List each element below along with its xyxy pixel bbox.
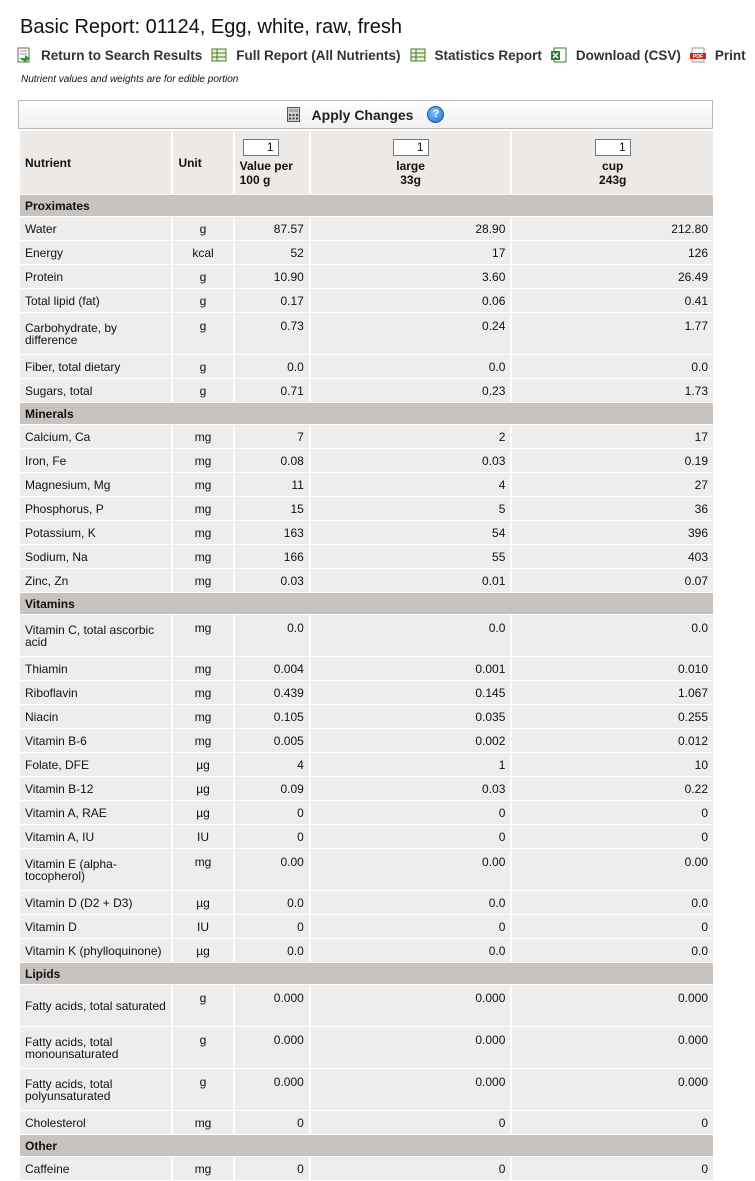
value-large: 0 <box>311 1111 511 1134</box>
table-row <box>20 497 713 520</box>
table-row <box>20 985 713 1026</box>
unit-cell: mg <box>173 473 232 496</box>
unit-cell: g <box>173 985 232 1026</box>
value-per-100g: 0.0 <box>235 939 309 962</box>
value-cup: 0 <box>512 801 713 824</box>
unit-cell: mg <box>173 545 232 568</box>
value-per-100g: 0 <box>235 1157 309 1180</box>
value-per-100g: 0.000 <box>235 1069 309 1110</box>
value-per-100g: 0.0 <box>235 891 309 914</box>
nutrient-name: Sugars, total <box>20 379 171 402</box>
value-per-100g: 0 <box>235 825 309 848</box>
value-cup: 0.00 <box>512 849 713 890</box>
unit-cell: mg <box>173 1111 232 1134</box>
value-large: 0.23 <box>311 379 511 402</box>
nutrient-name: Water <box>20 217 171 240</box>
value-per-100g: 0 <box>235 915 309 938</box>
unit-cell: mg <box>173 849 232 890</box>
calculator-icon <box>287 107 300 122</box>
unit-cell: µg <box>173 801 232 824</box>
value-per-100g: 166 <box>235 545 309 568</box>
nutrient-name: Vitamin B-12 <box>20 777 171 800</box>
cup-column-header: 1 cup 243g <box>512 131 713 194</box>
value-cup: 0.000 <box>512 1027 713 1068</box>
section-header-row <box>20 593 713 614</box>
section-title: Other <box>20 1135 713 1156</box>
nutrient-name: Thiamin <box>20 657 171 680</box>
nutrient-table-body <box>20 195 713 1180</box>
unit-cell: g <box>173 289 232 312</box>
section-header-row <box>20 1135 713 1156</box>
value-per-100g: 87.57 <box>235 217 309 240</box>
table-header-row <box>20 131 713 194</box>
apply-changes-bar <box>18 100 713 129</box>
unit-cell: mg <box>173 615 232 656</box>
unit-cell: µg <box>173 753 232 776</box>
table-row <box>20 355 713 378</box>
table-row <box>20 425 713 448</box>
nutrient-name: Folate, DFE <box>20 753 171 776</box>
page-title: Basic Report: 01124, Egg, white, raw, fresh <box>20 16 403 38</box>
unit-cell: µg <box>173 891 232 914</box>
table-row <box>20 615 713 656</box>
table-row <box>20 313 713 354</box>
nutrient-name: Calcium, Ca <box>20 425 171 448</box>
value-per-100g: 0.08 <box>235 449 309 472</box>
nutrient-name: Carbohydrate, by difference <box>20 313 171 354</box>
nutrient-name: Magnesium, Mg <box>20 473 171 496</box>
value-cup: 0.0 <box>512 355 713 378</box>
edible-portion-note: Nutrient values and weights are for edible portion <box>21 74 239 85</box>
full-report-link[interactable]: Full Report (All Nutrients) <box>211 47 400 63</box>
report-icon <box>211 47 227 63</box>
value-cup: 0 <box>512 1111 713 1134</box>
value-cup: 1.77 <box>512 313 713 354</box>
value-per-100g: 0.005 <box>235 729 309 752</box>
table-row <box>20 1027 713 1068</box>
report-icon <box>410 47 426 63</box>
table-row <box>20 1111 713 1134</box>
nutrient-name: Vitamin B-6 <box>20 729 171 752</box>
section-title: Vitamins <box>20 593 713 614</box>
value-large: 0 <box>311 801 511 824</box>
value-large: 0 <box>311 825 511 848</box>
value-per-100g: 0.439 <box>235 681 309 704</box>
table-row <box>20 825 713 848</box>
value-per-100g: 0.0 <box>235 615 309 656</box>
download-csv-link[interactable]: Download (CSV) <box>551 47 681 63</box>
value-cup: 27 <box>512 473 713 496</box>
nutrient-name: Vitamin C, total ascorbic acid <box>20 615 171 656</box>
value-cup: 1.73 <box>512 379 713 402</box>
table-row <box>20 1069 713 1110</box>
return-icon <box>16 47 32 63</box>
value-cup: 0.0 <box>512 615 713 656</box>
value-large: 0.06 <box>311 289 511 312</box>
table-row <box>20 473 713 496</box>
table-row <box>20 521 713 544</box>
nutrient-name: Fatty acids, total monounsaturated <box>20 1027 171 1068</box>
nutrient-name: Fatty acids, total polyunsaturated <box>20 1069 171 1110</box>
unit-cell: g <box>173 1027 232 1068</box>
apply-changes-button[interactable]: Apply Changes <box>311 106 414 123</box>
large-column-header: 1 large 33g <box>311 131 511 194</box>
unit-cell: mg <box>173 729 232 752</box>
value-large: 0.000 <box>311 1069 511 1110</box>
value-large: 0.24 <box>311 313 511 354</box>
value-per-100g: 7 <box>235 425 309 448</box>
unit-cell: g <box>173 1069 232 1110</box>
value-large: 3.60 <box>311 265 511 288</box>
table-row <box>20 241 713 264</box>
unit-cell: g <box>173 217 232 240</box>
value-large: 0 <box>311 1157 511 1180</box>
value-large: 0.002 <box>311 729 511 752</box>
unit-cell: g <box>173 379 232 402</box>
nutrient-name: Cholesterol <box>20 1111 171 1134</box>
value-large: 0.0 <box>311 615 511 656</box>
section-title: Lipids <box>20 963 713 984</box>
table-row <box>20 569 713 592</box>
value-large: 0.0 <box>311 355 511 378</box>
value-large: 0.01 <box>311 569 511 592</box>
value-large: 0.0 <box>311 891 511 914</box>
value-per-100g: 0.105 <box>235 705 309 728</box>
nutrient-name: Potassium, K <box>20 521 171 544</box>
nutrient-name: Caffeine <box>20 1157 171 1180</box>
value-large: 28.90 <box>311 217 511 240</box>
return-to-search-link[interactable]: Return to Search Results <box>16 47 202 63</box>
unit-cell: g <box>173 313 232 354</box>
value-cup: 0.000 <box>512 985 713 1026</box>
nutrient-name: Vitamin D <box>20 915 171 938</box>
value-per-100g: 0.71 <box>235 379 309 402</box>
value-cup: 0 <box>512 915 713 938</box>
value-cup: 212.80 <box>512 217 713 240</box>
value-cup: 0.000 <box>512 1069 713 1110</box>
value-cup: 0.0 <box>512 939 713 962</box>
nutrient-name: Vitamin A, IU <box>20 825 171 848</box>
value-per-100g: 163 <box>235 521 309 544</box>
value-large: 17 <box>311 241 511 264</box>
section-title: Proximates <box>20 195 713 216</box>
unit-cell: mg <box>173 705 232 728</box>
table-row <box>20 801 713 824</box>
cup-quantity-input[interactable]: 1 <box>595 139 631 156</box>
value-per-100g: 0.000 <box>235 1027 309 1068</box>
table-row <box>20 705 713 728</box>
section-header-row <box>20 403 713 424</box>
nutrient-name: Vitamin D (D2 + D3) <box>20 891 171 914</box>
nutrient-name: Iron, Fe <box>20 449 171 472</box>
unit-cell: mg <box>173 425 232 448</box>
value-cup: 36 <box>512 497 713 520</box>
table-row <box>20 777 713 800</box>
value-large: 0.001 <box>311 657 511 680</box>
value-cup: 0 <box>512 825 713 848</box>
nutrient-name: Niacin <box>20 705 171 728</box>
value-large: 1 <box>311 753 511 776</box>
value-per-100g: 52 <box>235 241 309 264</box>
value-cup: 0.012 <box>512 729 713 752</box>
table-row <box>20 681 713 704</box>
unit-column-header: Unit <box>173 131 232 194</box>
unit-cell: µg <box>173 777 232 800</box>
value-per-100g: 0.03 <box>235 569 309 592</box>
table-row <box>20 753 713 776</box>
value-per-100g: 15 <box>235 497 309 520</box>
nutrient-name: Sodium, Na <box>20 545 171 568</box>
help-icon[interactable]: ? <box>427 106 444 123</box>
unit-cell: µg <box>173 939 232 962</box>
value-large: 0.03 <box>311 449 511 472</box>
value-large: 2 <box>311 425 511 448</box>
value-cup: 0 <box>512 1157 713 1180</box>
nutrient-name: Energy <box>20 241 171 264</box>
table-row <box>20 289 713 312</box>
nutrient-name: Zinc, Zn <box>20 569 171 592</box>
unit-cell: mg <box>173 497 232 520</box>
nutrient-column-header: Nutrient <box>20 131 171 194</box>
value-cup: 396 <box>512 521 713 544</box>
per-100g-quantity-input[interactable]: 1 <box>243 139 279 156</box>
value-large: 5 <box>311 497 511 520</box>
value-per-100g: 0.000 <box>235 985 309 1026</box>
nutrient-table <box>18 130 715 1181</box>
section-title: Minerals <box>20 403 713 424</box>
print-link[interactable]: PDF Print <box>690 47 746 63</box>
unit-cell: g <box>173 355 232 378</box>
table-row <box>20 849 713 890</box>
nutrient-name: Fatty acids, total saturated <box>20 985 171 1026</box>
value-cup: 126 <box>512 241 713 264</box>
value-per-100g: 4 <box>235 753 309 776</box>
value-cup: 17 <box>512 425 713 448</box>
value-per-100g: 0.0 <box>235 355 309 378</box>
value-cup: 1.067 <box>512 681 713 704</box>
table-row <box>20 217 713 240</box>
table-row <box>20 379 713 402</box>
value-cup: 0.010 <box>512 657 713 680</box>
value-large: 0.00 <box>311 849 511 890</box>
statistics-report-link[interactable]: Statistics Report <box>410 47 542 63</box>
value-large: 0.000 <box>311 1027 511 1068</box>
svg-text:PDF: PDF <box>692 54 703 60</box>
pdf-icon <box>690 47 706 63</box>
nutrient-name: Vitamin A, RAE <box>20 801 171 824</box>
value-large: 54 <box>311 521 511 544</box>
table-row <box>20 915 713 938</box>
table-row <box>20 657 713 680</box>
section-header-row <box>20 195 713 216</box>
value-large: 0.0 <box>311 939 511 962</box>
value-cup: 0.41 <box>512 289 713 312</box>
unit-cell: IU <box>173 915 232 938</box>
table-row <box>20 1157 713 1180</box>
table-row <box>20 939 713 962</box>
table-row <box>20 729 713 752</box>
unit-cell: g <box>173 265 232 288</box>
section-header-row <box>20 963 713 984</box>
value-cup: 0.0 <box>512 891 713 914</box>
nutrient-name: Vitamin K (phylloquinone) <box>20 939 171 962</box>
value-cup: 26.49 <box>512 265 713 288</box>
value-cup: 10 <box>512 753 713 776</box>
value-large: 0.035 <box>311 705 511 728</box>
value-large: 0.145 <box>311 681 511 704</box>
value-per-100g: 0.00 <box>235 849 309 890</box>
table-row <box>20 449 713 472</box>
value-large: 55 <box>311 545 511 568</box>
unit-cell: mg <box>173 1157 232 1180</box>
unit-cell: mg <box>173 449 232 472</box>
unit-cell: mg <box>173 521 232 544</box>
nutrient-name: Total lipid (fat) <box>20 289 171 312</box>
table-row <box>20 891 713 914</box>
value-per-100g: 0.73 <box>235 313 309 354</box>
value-cup: 0.19 <box>512 449 713 472</box>
table-row <box>20 265 713 288</box>
unit-cell: mg <box>173 657 232 680</box>
nutrient-name: Protein <box>20 265 171 288</box>
table-row <box>20 545 713 568</box>
excel-icon <box>551 47 567 63</box>
value-cup: 0.22 <box>512 777 713 800</box>
nutrient-name: Phosphorus, P <box>20 497 171 520</box>
value-large: 0 <box>311 915 511 938</box>
value-cup: 0.07 <box>512 569 713 592</box>
value-per-100g: 0 <box>235 801 309 824</box>
per-100g-column-header: 1 Value per 100 g <box>235 131 309 194</box>
value-per-100g: 11 <box>235 473 309 496</box>
unit-cell: IU <box>173 825 232 848</box>
unit-cell: mg <box>173 569 232 592</box>
unit-cell: mg <box>173 681 232 704</box>
value-large: 4 <box>311 473 511 496</box>
nutrient-name: Fiber, total dietary <box>20 355 171 378</box>
nutrient-name: Riboflavin <box>20 681 171 704</box>
unit-cell: kcal <box>173 241 232 264</box>
value-cup: 403 <box>512 545 713 568</box>
value-per-100g: 10.90 <box>235 265 309 288</box>
value-large: 0.000 <box>311 985 511 1026</box>
value-per-100g: 0.004 <box>235 657 309 680</box>
value-cup: 0.255 <box>512 705 713 728</box>
value-per-100g: 0.09 <box>235 777 309 800</box>
value-per-100g: 0.17 <box>235 289 309 312</box>
value-large: 0.03 <box>311 777 511 800</box>
large-quantity-input[interactable]: 1 <box>393 139 429 156</box>
nutrient-name: Vitamin E (alpha-tocopherol) <box>20 849 171 890</box>
report-toolbar <box>16 46 755 64</box>
value-per-100g: 0 <box>235 1111 309 1134</box>
